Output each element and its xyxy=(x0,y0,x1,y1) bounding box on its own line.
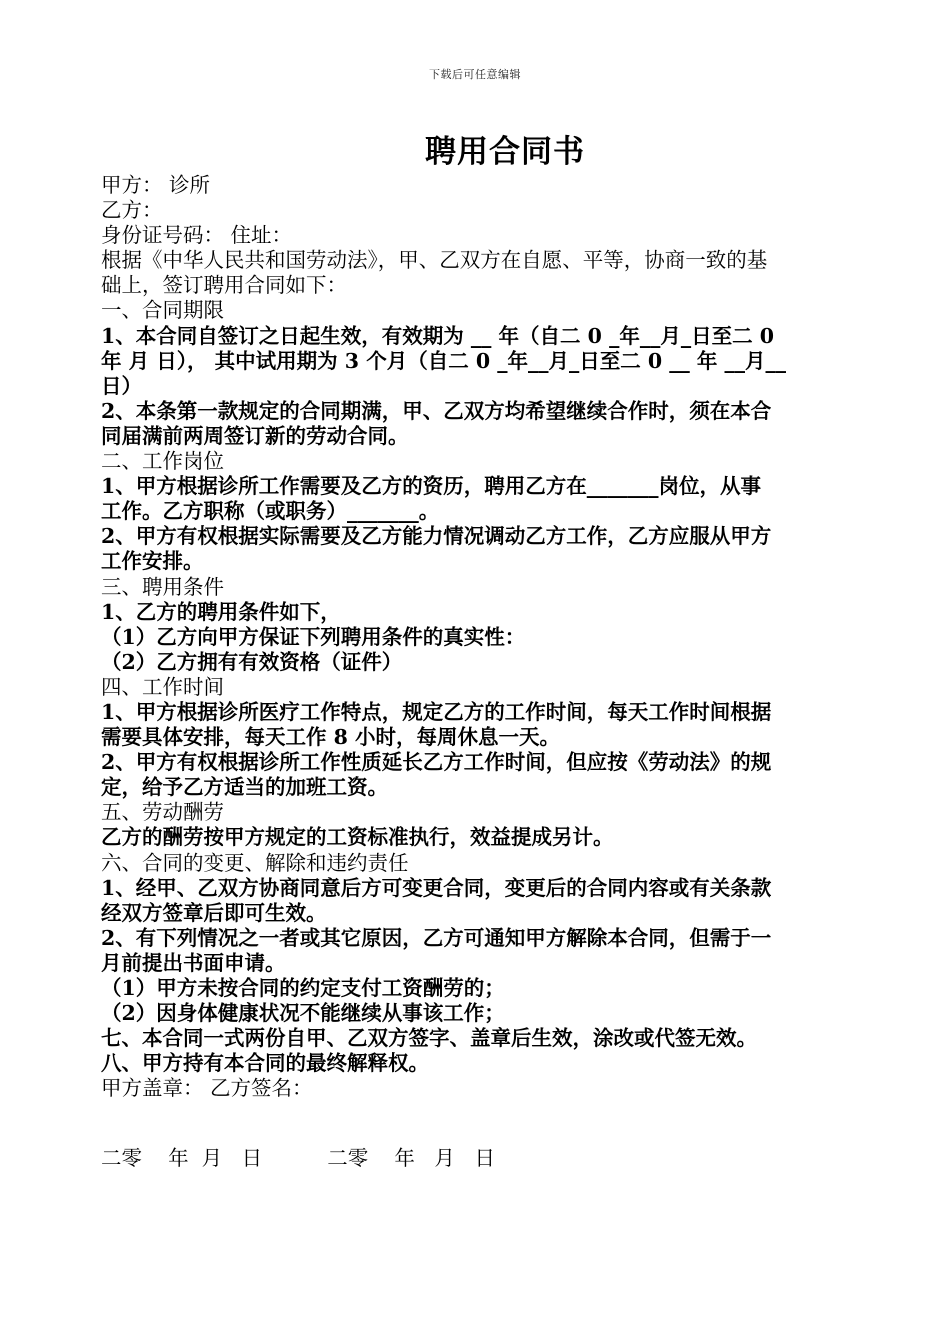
clause-line: 需要具体安排，每天工作 8 小时，每周休息一天。 xyxy=(101,725,561,750)
contract-body xyxy=(101,173,851,1101)
clause-line: 1、经甲、乙双方协商同意后方可变更合同，变更后的合同内容或有关条款 xyxy=(101,875,772,900)
clause-line: 八、甲方持有本合同的最终解释权。 xyxy=(101,1051,429,1076)
section-heading: 六、合同的变更、解除和违约责任 xyxy=(101,850,409,875)
clause-line: 2、甲方有权根据实际需要及乙方能力情况调动乙方工作，乙方应服从甲方 xyxy=(101,524,772,549)
clause-line: 同届满前两周签订新的劳动合同。 xyxy=(101,423,409,448)
clause-line: 工作安排。 xyxy=(101,549,204,574)
id-address-line: 身份证号码： 住址： xyxy=(101,223,293,248)
section-heading: 四、工作时间 xyxy=(101,674,224,699)
clause-line: 1、甲方根据诊所医疗工作特点，规定乙方的工作时间，每天工作时间根据 xyxy=(101,699,772,724)
clause-line: （1）乙方向甲方保证下列聘用条件的真实性： xyxy=(101,624,526,649)
clause-line: 月前提出书面申请。 xyxy=(101,950,286,975)
clause-line: 2、本条第一款规定的合同期满，甲、乙双方均希望继续合作时，须在本合 xyxy=(101,398,772,423)
party-a-line: 甲方： 诊所 xyxy=(101,173,211,197)
clause-line: 2、有下列情况之一者或其它原因，乙方可通知甲方解除本合同，但需于一 xyxy=(101,925,772,950)
section-heading: 三、聘用条件 xyxy=(101,574,224,599)
clause-line: 1、本合同自签订之日起生效，有效期为 __ 年（自二 0 _年__月_日至二 0 xyxy=(101,323,774,348)
clause-line: 日） xyxy=(101,373,142,398)
section-heading: 一、合同期限 xyxy=(101,298,224,323)
clause-line: （1）甲方未按合同的约定支付工资酬劳的； xyxy=(101,976,505,1000)
preamble-line-2: 础上，签订聘用合同如下： xyxy=(101,273,347,298)
signature-date-line: 二零 年 月 日 二零 年 月 日 xyxy=(101,1146,495,1170)
party-b-line: 乙方： xyxy=(101,198,163,223)
clause-line: 乙方的酬劳按甲方规定的工资标准执行，效益提成另计。 xyxy=(101,825,614,850)
section-heading: 五、劳动酬劳 xyxy=(101,800,224,825)
clause-line: 2、甲方有权根据诊所工作性质延长乙方工作时间，但应按《劳动法》的规 xyxy=(101,750,772,775)
page-title: 聘用合同书 xyxy=(425,134,585,170)
clause-line: 年 月 日）， 其中试用期为 3 个月（自二 0 _年__月_日至二 0 __ 年 __月__ xyxy=(101,348,787,373)
clause-line: （2）乙方拥有有效资格（证件） xyxy=(101,649,403,674)
section-heading: 二、工作岗位 xyxy=(101,449,224,474)
clause-line: 1、甲方根据诊所工作需要及乙方的资历，聘用乙方在_______岗位，从事 xyxy=(101,474,762,499)
clause-line: （2）因身体健康状况不能继续从事该工作； xyxy=(101,1001,505,1026)
clause-line: 定，给予乙方适当的加班工资。 xyxy=(101,775,388,800)
clause-line: 经双方签章后即可生效。 xyxy=(101,900,327,925)
header-note: 下载后可任意编辑 xyxy=(429,68,521,81)
preamble-line-1: 根据《中华人民共和国劳动法》，甲、乙双方在自愿、平等，协商一致的基 xyxy=(101,248,768,273)
signature-labels: 甲方盖章： 乙方签名： xyxy=(101,1076,313,1101)
clause-line: 工作。乙方职称（或职务）_______。 xyxy=(101,499,440,524)
clause-line: 七、本合同一式两份自甲、乙双方签字、盖章后生效，涂改或代签无效。 xyxy=(101,1026,757,1051)
clause-line: 1、乙方的聘用条件如下， xyxy=(101,599,341,624)
